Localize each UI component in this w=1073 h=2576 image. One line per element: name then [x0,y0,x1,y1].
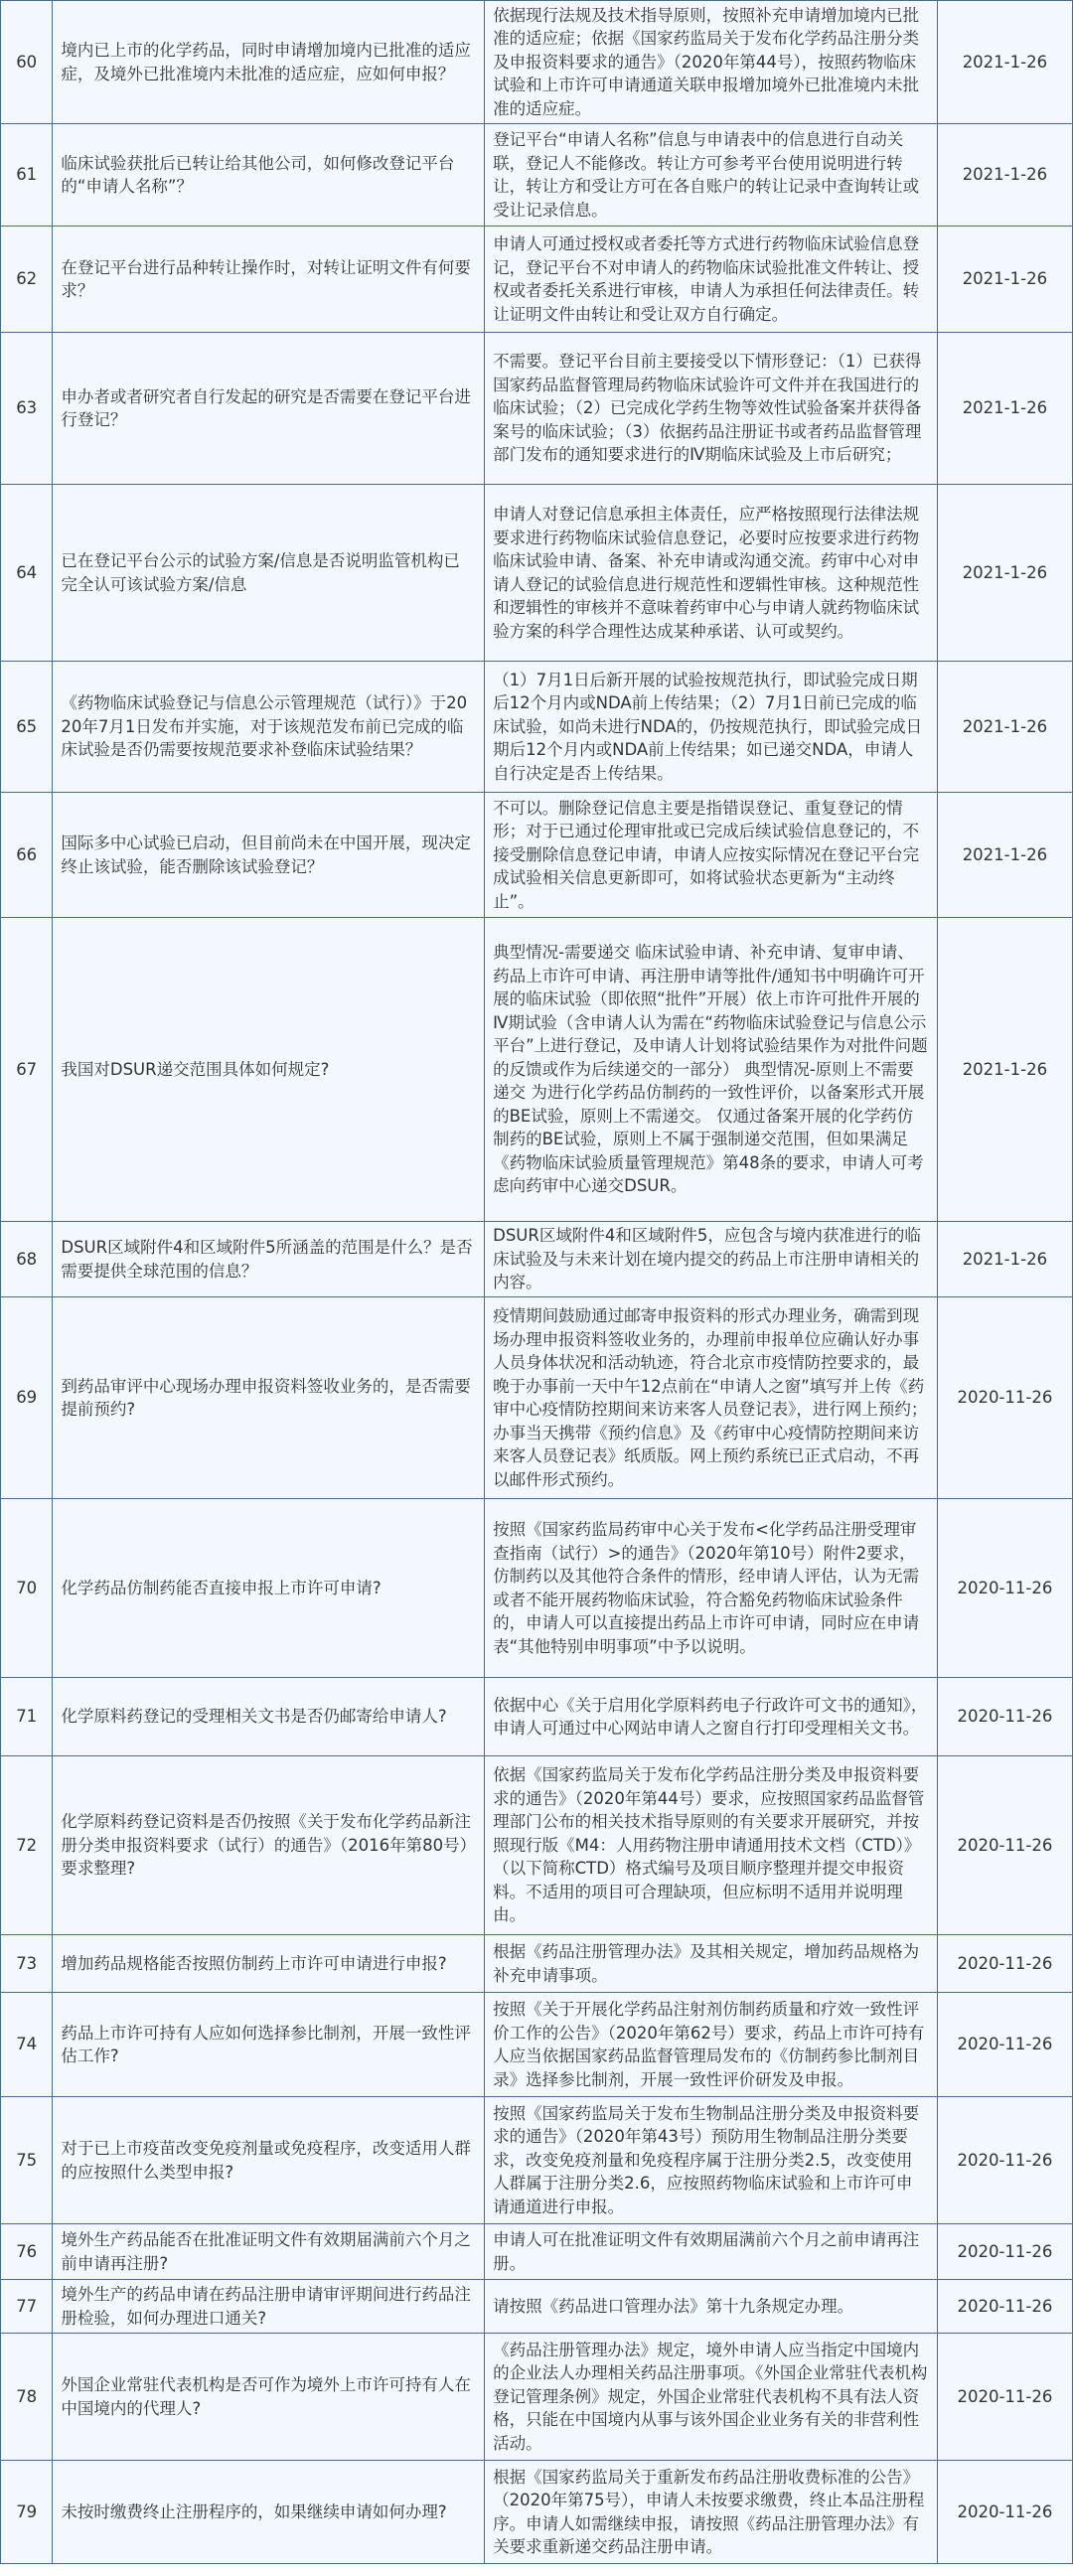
row-number: 79 [1,2461,53,2564]
answer-cell: DSUR区域附件4和区域附件5，应包含与境内获准进行的临床试验及与未来计划在境内提交的药品上市注册申请相关的内容。 [493,1226,921,1292]
table-row [1,1297,1073,1499]
answer-cell: （1）7月1日后新开展的试验按规范执行，即试验完成日期后12个月内或NDA前上传结果；（2）7月1日前已完成的临床试验，如尚未进行NDA的，仍按规范执行，即试验完成日期后12个月内或NDA前上传结果；如已递交NDA，申请人自行决定是否上传结果。 [493,670,923,783]
answer-cell: 按照《关于开展化学药品注射剂仿制药质量和疗效一致性评价工作的公告》（2020年第62号）要求，药品上市许可持有人应当依据国家药品监督管理局发布的《仿制药参比制剂目录》选择参比制剂，开展一致性评价研发及申报。 [493,2000,925,2089]
table-row [1,485,1073,662]
question-cell: 在登记平台进行品种转让操作时，对转让证明文件有何要求？ [61,257,471,300]
date-cell: 2021-1-26 [937,485,1072,662]
date-cell: 2020-11-26 [937,2097,1072,2224]
answer-cell: 不可以。删除登记信息主要是指错误登记、重复登记的情形；对于已通过伦理审批或已完成后续试验信息登记的，不接受删除信息登记申请，申请人应按实际情况在登记平台完成试验相关信息更新即可，如将试验状态更新为“主动终止”。 [493,798,920,911]
row-number: 69 [1,1297,53,1499]
answer-cell: 申请人可在批准证明文件有效期届满前六个月之前申请再注册。 [493,2230,920,2273]
row-number: 71 [1,1678,53,1756]
question-cell: 境外生产的药品申请在药品注册申请审评期间进行药品注册检验，如何办理进口通关? [61,2285,471,2328]
question-cell: 我国对DSUR递交范围具体如何规定? [61,1059,330,1079]
question-cell: 外国企业常驻代表机构是否可作为境外上市许可持有人在中国境内的代理人? [61,2375,471,2418]
question-cell: 国际多中心试验已启动，但目前尚未在中国开展，现决定终止该试验，能否删除该试验登记？ [61,833,471,876]
row-number: 66 [1,793,53,918]
row-number: 68 [1,1222,53,1297]
table-row [1,1678,1073,1756]
row-number: 70 [1,1499,53,1678]
date-cell: 2021-1-26 [937,918,1072,1222]
table-row [1,2280,1073,2334]
question-cell: 临床试验获批后已转让给其他公司，如何修改登记平台的“申请人名称”？ [61,153,455,196]
row-number: 67 [1,918,53,1222]
question-cell: 药品上市许可持有人应如何选择参比制剂，开展一致性评估工作? [61,2023,471,2065]
date-cell: 2020-11-26 [937,1678,1072,1756]
table-row [1,333,1073,485]
question-cell: DSUR区域附件4和区域附件5所涵盖的范围是什么？是否需要提供全球范围的信息？ [61,1238,473,1281]
row-number: 72 [1,1756,53,1935]
date-cell: 2021-1-26 [937,793,1072,918]
table-row [1,793,1073,918]
date-cell: 2020-11-26 [937,2334,1072,2461]
row-number: 62 [1,227,53,333]
table-row [1,1756,1073,1935]
answer-cell: 登记平台“申请人名称”信息与申请表中的信息进行自动关联，登记人不能修改。转让方可参考平台使用说明进行转让，转让方和受让方可在各自账户的转让记录中查询转让或受让记录信息。 [493,130,920,220]
question-cell: 申办者或者研究者自行发起的研究是否需要在登记平台进行登记？ [61,386,471,429]
table-row [1,227,1073,333]
table-row [1,1499,1073,1678]
question-cell: 到药品审评中心现场办理申报资料签收业务的，是否需要提前预约? [61,1376,471,1419]
answer-cell: 依据中心《关于启用化学原料药电子行政许可文书的通知》，申请人可通过中心网站申请人之窗自行打印受理相关文书。 [493,1695,928,1738]
answer-cell: 依据现行法规及技术指导原则，按照补充申请增加境内已批准的适应症；依据《国家药监局关于发布化学药品注册分类及申报资料要求的通告》（2020年第44号），按照药物临床试验和上市许可申请通道关联申报增加境外已批准境内未批准的适应症。 [493,5,920,118]
row-number: 63 [1,333,53,485]
row-number: 78 [1,2334,53,2461]
question-cell: 已在登记平台公示的试验方案/信息是否说明监管机构已完全认可该试验方案/信息 [61,551,460,594]
answer-cell: 按照《国家药监局药审中心关于发布<化学药品注册受理审查指南（试行）>的通告》（2020年第10号）附件2要求，仿制药以及其他符合条件的情形，经申请人评估，认为无需或者不能开展药物临床试验，符合豁免药物临床试验条件的，申请人可以直接提出药品上市许可申请，同时应在申请表“其他特别申明事项”中予以说明。 [493,1520,920,1656]
answer-cell: 申请人可通过授权或者委托等方式进行药物临床试验信息登记，登记平台不对申请人的药物临床试验批准文件转让、授权或者委托关系进行审核，申请人为承担任何法律责任。转让证明文件由转让和受让双方自行确定。 [493,234,920,324]
date-cell: 2020-11-26 [937,2224,1072,2280]
date-cell: 2020-11-26 [937,1297,1072,1499]
row-number: 64 [1,485,53,662]
question-cell: 对于已上市疫苗改变免疫剂量或免疫程序，改变适用人群的应按照什么类型申报? [61,2139,471,2182]
date-cell: 2021-1-26 [937,1222,1072,1297]
question-cell: 增加药品规格能否按照仿制药上市许可申请进行申报? [61,1953,447,1973]
answer-cell: 依据《国家药监局关于发布化学药品注册分类及申报资料要求的通告》（2020年第44号）要求，应按照国家药品监督管理部门公布的相关技术指导原则的有关要求开展研究，并按照现行版《M4：人用药物注册申请通用技术文档（CTD）》（以下简称CTD）格式编号及项目顺序整理并提交申报资料。不适用的项目可合理缺项，但应标明不适用并说明理由。 [493,1765,925,1925]
row-number: 77 [1,2280,53,2334]
table-row [1,1935,1073,1993]
date-cell: 2021-1-26 [937,333,1072,485]
table-row [1,1,1073,124]
table-row [1,662,1073,793]
question-cell: 未按时缴费终止注册程序的，如果继续申请如何办理? [61,2501,447,2521]
row-number: 61 [1,124,53,227]
date-cell: 2020-11-26 [937,1499,1072,1678]
table-row [1,1993,1073,2097]
date-cell: 2020-11-26 [937,2461,1072,2564]
row-number: 75 [1,2097,53,2224]
question-cell: 境外生产药品能否在批准证明文件有效期届满前六个月之前申请再注册? [61,2230,471,2273]
answer-cell: 不需要。登记平台目前主要接受以下情形登记：（1）已获得国家药品监督管理局药物临床试验许可文件并在我国进行的临床试验；（2）已完成化学药生物等效性试验备案并获得备案号的临床试验；（3）依据药品注册证书或者药品监督管理部门发布的通知要求进行的Ⅳ期临床试验及上市后研究； [493,352,922,465]
date-cell: 2020-11-26 [937,1935,1072,1993]
answer-cell: 请按照《药品进口管理办法》第十九条规定办理。 [493,2296,854,2316]
date-cell: 2020-11-26 [937,1993,1072,2097]
answer-cell: 根据《国家药监局关于重新发布药品注册收费标准的公告》（2020年第75号），申请人未按要求缴费，终止本品注册程序。申请人如需继续申报，请按照《药品注册管理办法》有关要求重新递交药品注册申请。 [493,2467,925,2556]
question-cell: 境内已上市的化学药品，同时申请增加境内已批准的适应症，及境外已批准境内未批准的适应症，应如何申报？ [61,41,471,83]
table-row [1,2097,1073,2224]
table-row [1,2461,1073,2564]
question-cell: 化学药品仿制药能否直接申报上市许可申请? [61,1578,382,1597]
answer-cell: 典型情况-需要递交 临床试验申请、补充申请、复审申请、药品上市许可申请、再注册申请等批件/通知书中明确许可开展的临床试验（即依照“批件”开展）依上市许可批件开展的Ⅳ期试验（含申请人认为需在“药物临床试验登记与信息公示平台”上进行登记，及申请人计划将试验结果作为对批件问题的反馈或作为后续递交的一部分） 典型情况-原则上不需要递交 为进行化学药品仿制药的一致性评价，以备案形式开展的BE试验，原则上不需递交。 仅通过备案开展的化学药仿制药的BE试验，原则上不属于强制递交范围，但如果满足《药物临床试验质量管理规范》第48条的要求，申请人可考虑向药审中心递交DSUR。 [493,943,928,1196]
date-cell: 2020-11-26 [937,2280,1072,2334]
answer-cell: 疫情期间鼓励通过邮寄申报资料的形式办理业务，确需到现场办理申报资料签收业务的，办理前申报单位应确认好办事人员身体状况和活动轨迹，符合北京市疫情防控要求的，最晚于办事前一天中午12点前在“申请人之窗”填写并上传《药审中心疫情防控期间来访来客人员登记表》，进行网上预约；办事当天携带《预约信息》及《药审中心疫情防控期间来访来客人员登记表》纸质版。网上预约系统已正式启动，不再以邮件形式预约。 [493,1306,928,1489]
table-row [1,1222,1073,1297]
row-number: 60 [1,1,53,124]
table-row [1,2224,1073,2280]
answer-cell: 《药品注册管理办法》规定，境外申请人应当指定中国境内的企业法人办理相关药品注册事项。《外国企业常驻代表机构登记管理条例》规定，外国企业常驻代表机构不具有法人资格，只能在中国境内从事与该外国企业业务有关的非营利性活动。 [493,2340,928,2453]
table-row [1,2334,1073,2461]
row-number: 76 [1,2224,53,2280]
row-number: 73 [1,1935,53,1993]
answer-cell: 按照《国家药监局关于发布生物制品注册分类及申报资料要求的通告》（2020年第43号）预防用生物制品注册分类要求，改变免疫剂量和免疫程序属于注册分类2.5，改变使用人群属于注册分类2.6，应按照药物临床试验和上市许可申请通道进行申报。 [493,2103,920,2216]
date-cell: 2020-11-26 [937,1756,1072,1935]
question-cell: 化学原料药登记的受理相关文书是否仍邮寄给申请人? [61,1707,447,1727]
question-cell: 《药物临床试验登记与信息公示管理规范（试行）》于2020年7月1日发布并实施，对于该规范发布前已完成的临床试验是否仍需要按规范要求补登临床试验结果？ [61,693,468,760]
row-number: 65 [1,662,53,793]
date-cell: 2021-1-26 [937,227,1072,333]
table-row [1,124,1073,227]
answer-cell: 根据《药品注册管理办法》及其相关规定，增加药品规格为补充申请事项。 [493,1942,920,1985]
faq-table-body [1,1,1073,2564]
table-row [1,918,1073,1222]
row-number: 74 [1,1993,53,2097]
date-cell: 2021-1-26 [937,124,1072,227]
date-cell: 2021-1-26 [937,662,1072,793]
date-cell: 2021-1-26 [937,1,1072,124]
answer-cell: 申请人对登记信息承担主体责任，应严格按照现行法律法规要求进行药物临床试验信息登记，必要时应按要求进行药物临床试验申请、备案、补充申请或沟通交流。药审中心对申请人登记的试验信息进行规范性和逻辑性审核。这种规范性和逻辑性的审核并不意味着药审中心与申请人就药物临床试验方案的科学合理性达成某种承诺、认可或契约。 [493,505,920,641]
question-cell: 化学原料药登记资料是否仍按照《关于发布化学药品新注册分类申报资料要求（试行）的通告》（2016年第80号）要求整理? [61,1812,477,1879]
